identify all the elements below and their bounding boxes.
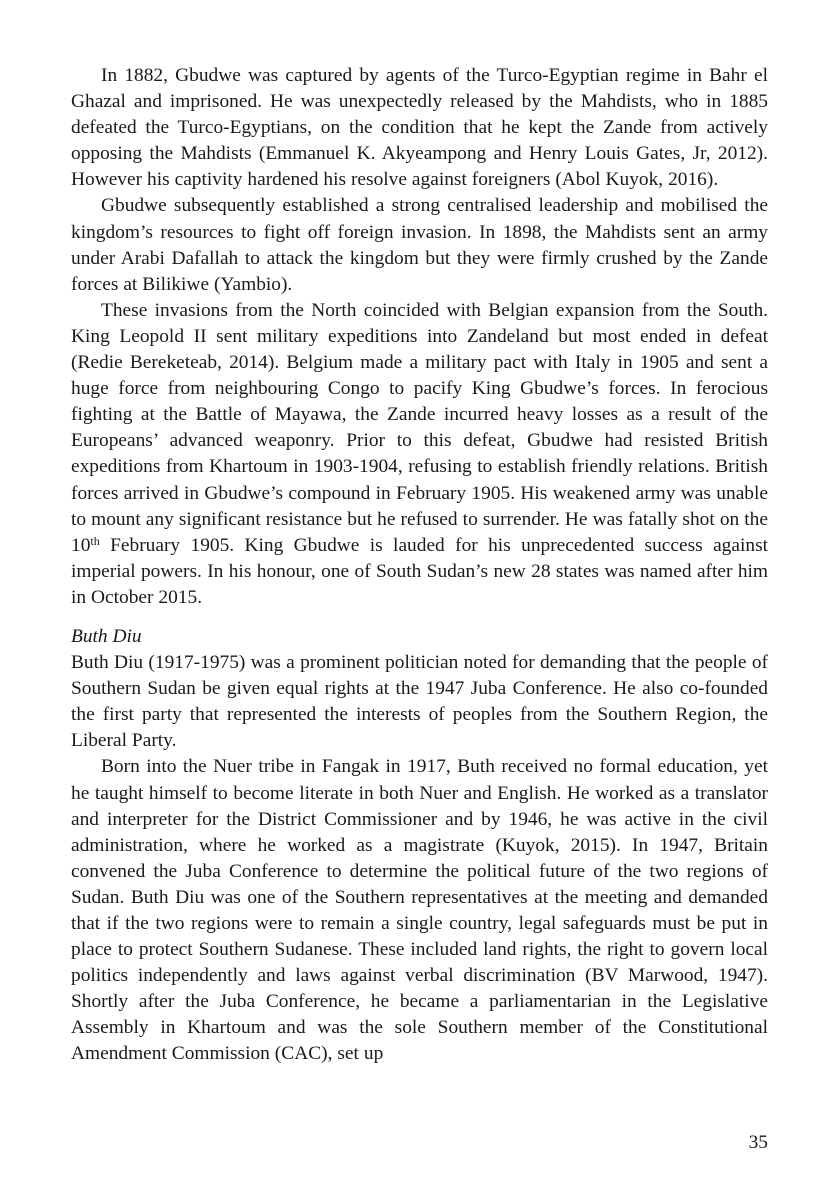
- paragraph-gbudwe-invasions-part2: February 1905. King Gbudwe is lauded for his unprecedented success against imperial powers. In his honour, one of South Sudan’s new 28 states was named after him in October 2015.: [71, 534, 768, 608]
- text-column: [71, 63, 768, 1068]
- paragraph-gbudwe-leadership: Gbudwe subsequently established a strong centralised leadership and mobilised the kingdom’s resources to fight off foreign invasion. In 1898, the Mahdists sent an army under Arabi Dafallah to attack the kingdom but they were firmly crushed by the Zande forces at Bilikiwe (Yambio).: [71, 195, 768, 295]
- paragraph-gbudwe-invasions: [71, 298, 768, 611]
- page-number: 35: [748, 1132, 768, 1153]
- section-heading-buth-diu: Buth Diu: [71, 625, 142, 647]
- paragraph-gbudwe-invasions-part1: These invasions from the North coincided with Belgian expansion from the South. King Leopold II sent military expeditions into Zandeland but most ended in defeat (Redie Bereketeab, 2014). Belgium made a military pact with Italy in 1905 and sent a huge force from neighbouring Congo to pacify King Gbudwe’s forces. In ferocious fighting at the Battle of Mayawa, the Zande incurred heavy losses as a result of the Europeans’ advanced weaponry. Prior to this defeat, Gbudwe had resisted British expeditions from Khartoum in 1903-1904, refusing to establish friendly relations. British forces arrived in Gbudwe’s compound in February 1905. His weakened army was unable to mount any significant resistance but he refused to surrender. He was fatally shot on the 10: [71, 299, 768, 556]
- paragraph-buth-diu-biography: Born into the Nuer tribe in Fangak in 1917, Buth received no formal education, yet he taught himself to become literate in both Nuer and English. He worked as a translator and interpreter for the District Commissioner and by 1946, he was active in the civil administration, where he worked as a magistrate (Kuyok, 2015). In 1947, Britain convened the Juba Conference to determine the political future of the two regions of Sudan. Buth Diu was one of the Southern representatives at the meeting and demanded that if the two regions were to remain a single country, legal safeguards must be put in place to protect Southern Sudanese. These included land rights, the right to govern local politics independently and laws against verbal discrimination (BV Marwood, 1947). Shortly after the Juba Conference, he became a parliamentarian in the Legislative Assembly in Khartoum and was the sole Southern member of the Constitutional Amendment Commission (CAC), set up: [71, 756, 768, 1065]
- ordinal-suffix: th: [90, 533, 100, 548]
- paragraph-buth-diu-intro: Buth Diu (1917-1975) was a prominent politician noted for demanding that the people of Southern Sudan be given equal rights at the 1947 Juba Conference. He also co-founded the first party that represented the interests of peoples from the Southern Region, the Liberal Party.: [71, 652, 768, 752]
- paragraph-gbudwe-capture: In 1882, Gbudwe was captured by agents of the Turco-Egyptian regime in Bahr el Ghazal and imprisoned. He was unexpectedly released by the Mahdists, who in 1885 defeated the Turco-Egyptians, on the condition that he kept the Zande from actively opposing the Mahdists (Emmanuel K. Akyeampong and Henry Louis Gates, Jr, 2012). However his captivity hardened his resolve against foreigners (Abol Kuyok, 2016).: [71, 65, 768, 191]
